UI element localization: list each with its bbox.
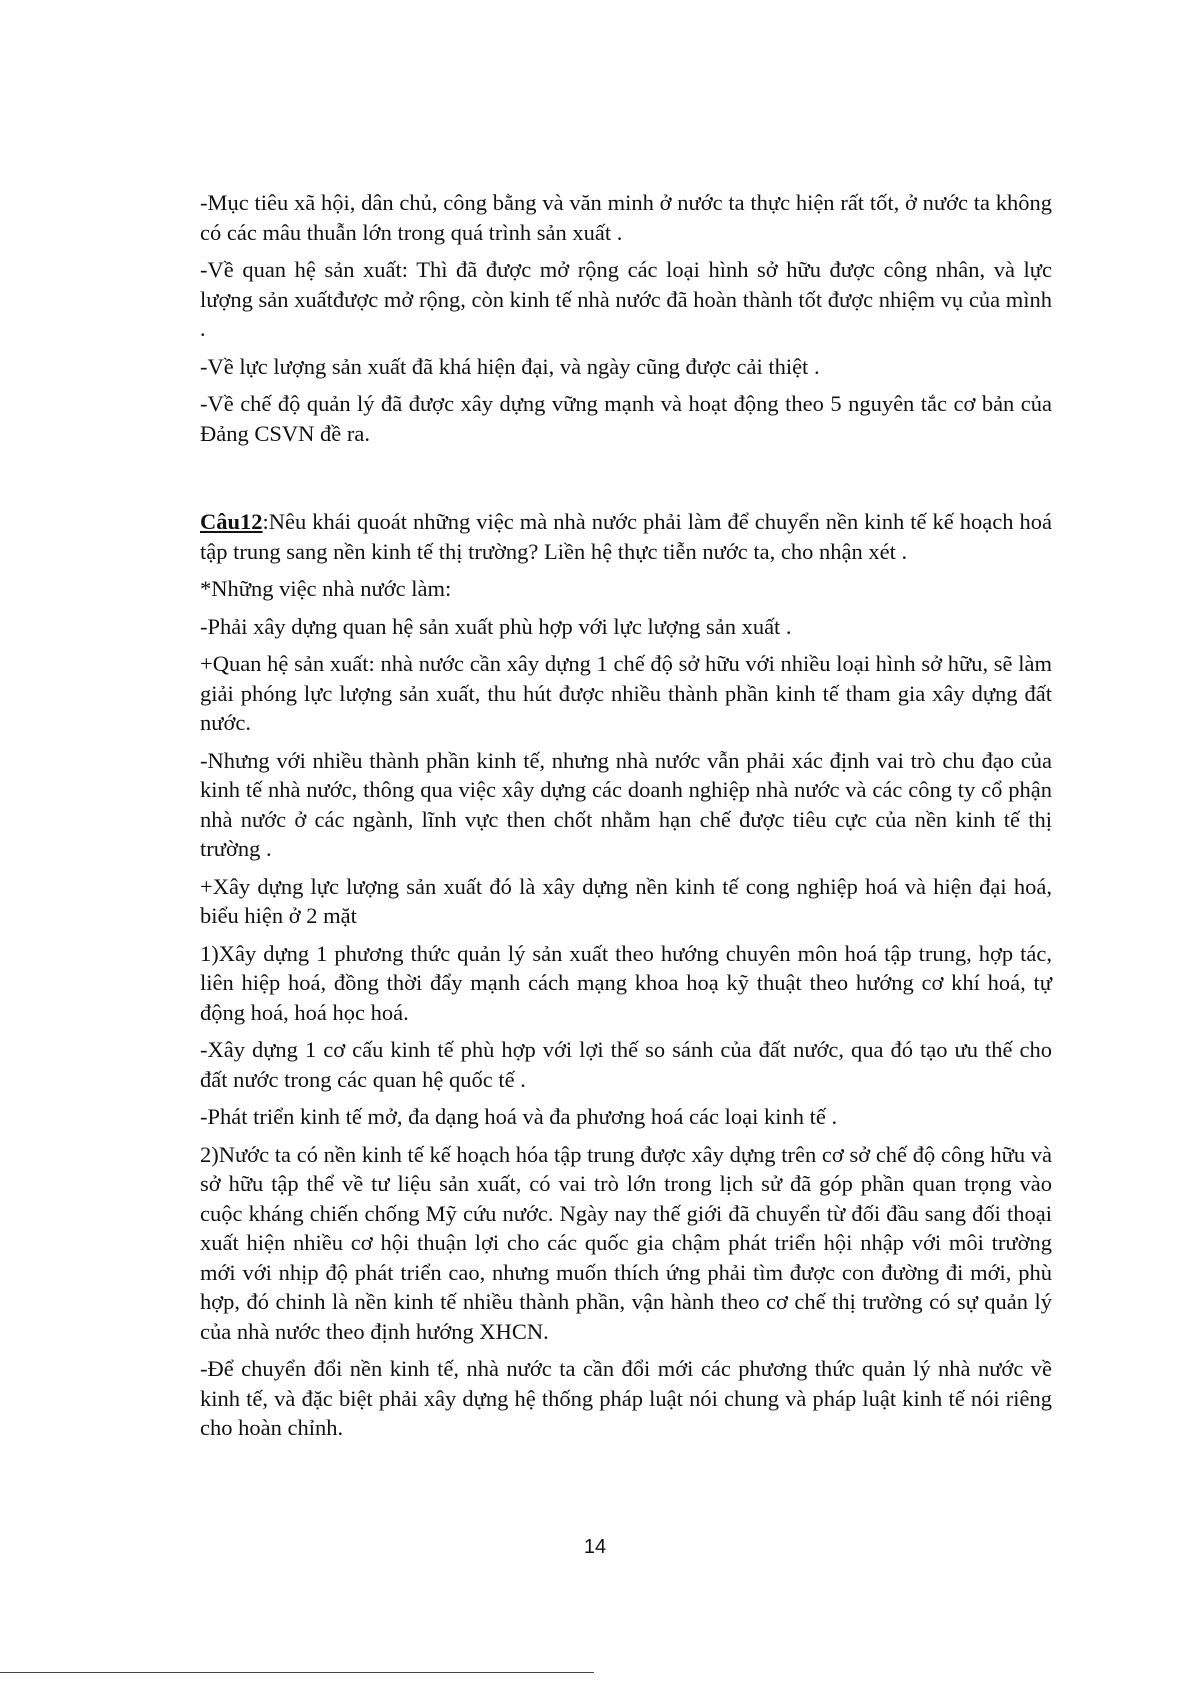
paragraph: 1)Xây dựng 1 phương thức quản lý sản xuất theo hướng chuyên môn hoá tập trung, hợp tác, liên hiệp hoá, đồng thời đẩy mạnh cách mạng khoa hoạ kỹ thuật theo hướng cơ khí hoá, tự động hoá, hoá học hoá. [200, 940, 1052, 1025]
paragraph: -Về lực lượng sản xuất đã khá hiện đại, và ngày cũng được cải thiệt . [200, 353, 820, 379]
paragraph: +Quan hệ sản xuất: nhà nước cần xây dựng 1 chế độ sở hữu với nhiều loại hình sở hữu, sẽ làm giải phóng lực lượng sản xuất, thu hút được nhiều thành phần kinh tế tham gia xây dựng đất nước. [200, 651, 1052, 735]
paragraph: -Về quan hệ sản xuất: Thì đã được mở rộng các loại hình sở hữu được công nhân, và lực lượng sản xuấtđược mở rộng, còn kinh tế nhà nước đã hoàn thành tốt được nhiệm vụ của mình . [200, 257, 1052, 341]
question-text: :Nêu khái quoát những việc mà nhà nước phải làm để chuyển nền kinh tế kế hoạch hoá tập trung sang nền kinh tế thị trường? Liền hệ thực tiễn nước ta, cho nhận xét . [200, 509, 1052, 564]
paragraph: -Xây dựng 1 cơ cấu kinh tế phù hợp với lợi thế so sánh của đất nước, qua đó tạo ưu thế cho đất nước trong các quan hệ quốc tế . [200, 1037, 1052, 1092]
page-number: 14 [583, 1536, 607, 1558]
page-content [200, 188, 1052, 1451]
paragraph: +Xây dựng lực lượng sản xuất đó là xây dựng nền kinh tế cong nghiệp hoá và hiện đại hoá, biểu hiện ở 2 mặt [200, 873, 1052, 928]
paragraph: -Phải xây dựng quan hệ sản xuất phù hợp với lực lượng sản xuất . [200, 613, 792, 639]
paragraph: -Mục tiêu xã hội, dân chủ, công bằng và văn minh ở nước ta thực hiện rất tốt, ở nước ta không có các mâu thuẫn lớn trong quá trình sản xuất . [200, 190, 1052, 245]
footer-divider [0, 1672, 594, 1673]
paragraph: *Những việc nhà nước làm: [200, 576, 452, 601]
paragraph: -Về chế độ quản lý đã được xây dựng vững mạnh và hoạt động theo 5 nguyên tắc cơ bản của Đảng CSVN đề ra. [200, 391, 1052, 446]
paragraph: -Nhưng với nhiều thành phần kinh tế, nhưng nhà nước vẫn phải xác định vai trò chu đạo của kinh tế nhà nước, thông qua việc xây dựng các doanh nghiệp nhà nước và các công ty cổ phận nhà nước ở các ngành, lĩnh vực then chốt nhằm hạn chế được tiêu cực của nền kinh tế thị trường . [200, 747, 1052, 861]
paragraph: 2)Nước ta có nền kinh tế kế hoạch hóa tập trung được xây dựng trên cơ sở chế độ công hữu và sở hữu tập thể về tư liệu sản xuất, có vai trò lớn trong lịch sử đã góp phần quan trọng vào cuộc kháng chiến chống Mỹ cứu nước. Ngày nay thế giới đã chuyển từ đối đầu sang đối thoại xuất hiện nhiều cơ hội thuận lợi cho các quốc gia chậm phát triển hội nhập với môi trường mới với nhịp độ phát triển cao, nhưng muốn thích ứng phải tìm được con đường đi mới, phù hợp, đó chinh là nền kinh tế nhiều thành phần, vận hành theo cơ chế thị trường có sự quản lý của nhà nước theo định hướng XHCN. [200, 1141, 1052, 1344]
question-label: Câu12 [200, 509, 263, 534]
paragraph: -Để chuyển đổi nền kinh tế, nhà nước ta cần đổi mới các phương thức quản lý nhà nước về kinh tế, và đặc biệt phải xây dựng hệ thống pháp luật nói chung và pháp luật kinh tế nói riêng cho hoàn chỉnh. [200, 1356, 1052, 1440]
question-heading [200, 507, 1052, 566]
section-spacer [200, 456, 1052, 507]
paragraph: -Phát triển kinh tế mở, đa dạng hoá và đa phương hoá các loại kinh tế . [200, 1104, 838, 1129]
